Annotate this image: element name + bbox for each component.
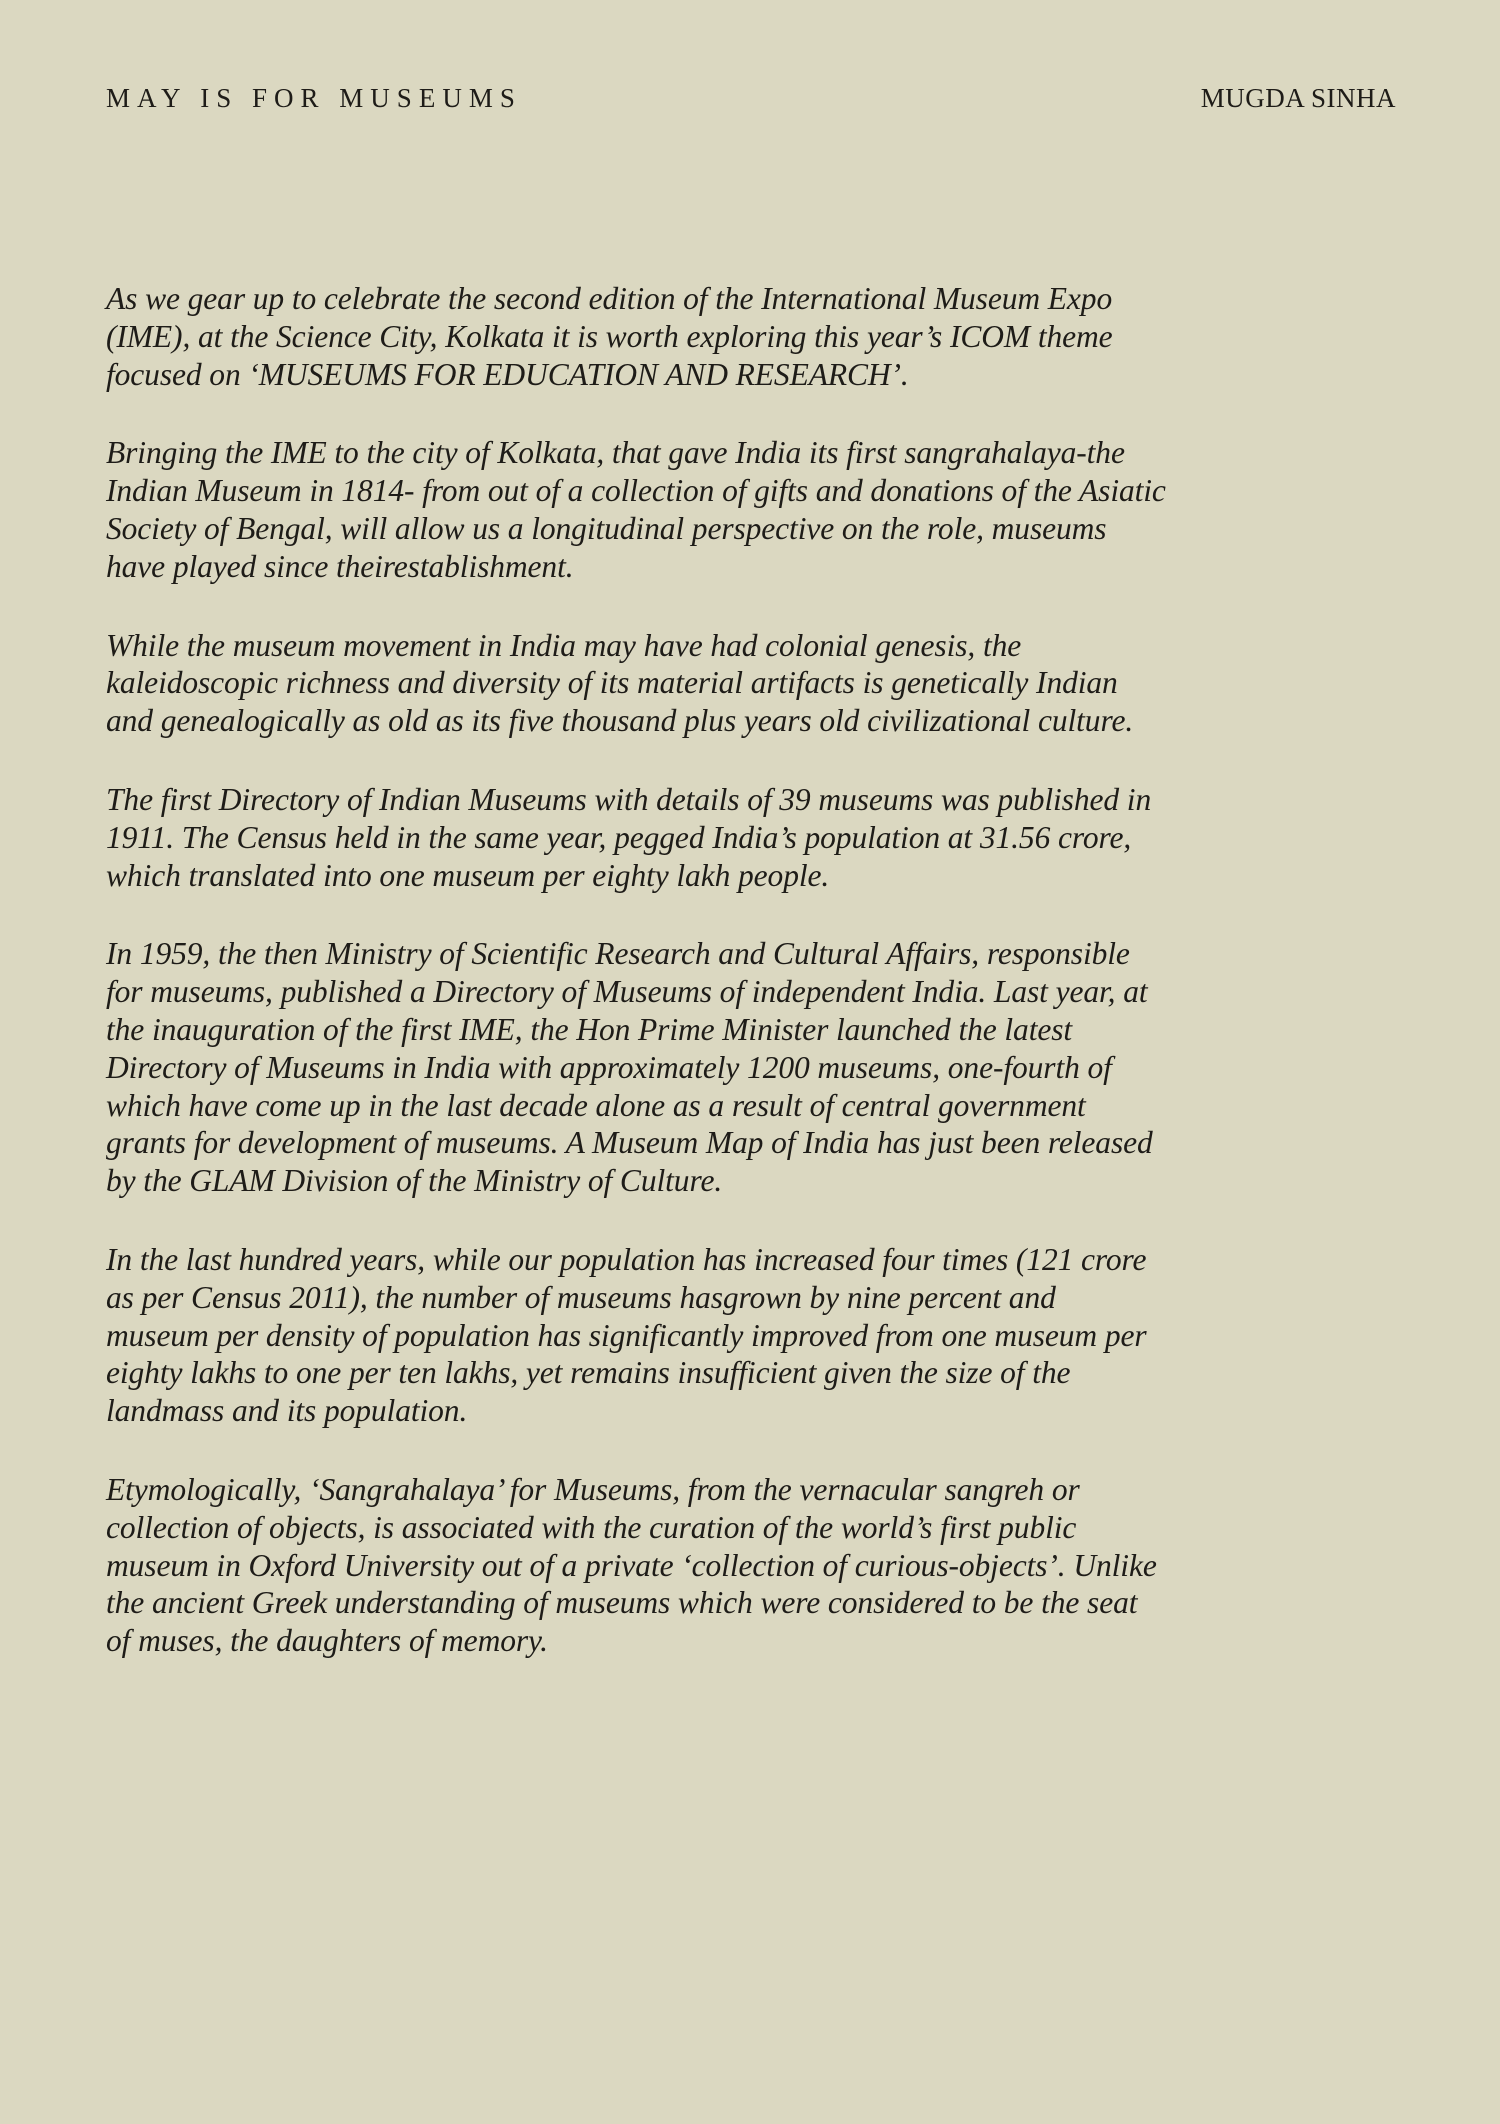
- paragraph-3: While the museum movement in India may have had colonial genesis, the kaleidoscopic richness and diversity of its material artifacts is genetically Indian and genealogically as old as its five thousand plus years old civilizational culture.: [106, 627, 1134, 739]
- paragraph-2: Bringing the IME to the city of Kolkata, that gave India its first sangrahalaya-the Indian Museum in 1814- from out of a collection of gifts and donations of the Asiatic Society of Bengal, will allow us a longitudinal perspective on the role, museums have played since theirestablishment.: [106, 435, 1166, 584]
- paragraph-5: In 1959, the then Ministry of Scientific Research and Cultural Affairs, responsible for museums, published a Directory of Museums of independent India. Last year, at the inauguration of the first IME, the Hon Prime Minister launched the latest Directory of Museums in India with approximately 1200 museums, one-fourth of which have come up in the last decade alone as a result of central government grants for development of museums. A Museum Map of India has just been released by the GLAM Division of the Ministry of Culture.: [106, 936, 1153, 1199]
- page-header: [106, 78, 1396, 118]
- page-title: MAY IS FOR MUSEUMS: [106, 82, 522, 113]
- paragraph-1: As we gear up to celebrate the second edition of the International Museum Expo (IME), at the Science City, Kolkata it is worth exploring this year’s ICOM theme focused on ‘MUSEUMS FOR EDUCATION AND RESEARCH’.: [106, 281, 1113, 392]
- paragraph-6: In the last hundred years, while our population has increased four times (121 crore as per Census 2011), the number of museums hasgrown by nine percent and museum per density of population has significantly improved from one museum per eighty lakhs to one per ten lakhs, yet remains insufficient given the size of the landmass and its population.: [106, 1241, 1147, 1429]
- paragraph-4: The first Directory of Indian Museums with details of 39 museums was published in 1911. The Census held in the same year, pegged India’s population at 31.56 crore, which translated into one museum per eighty lakh people.: [106, 781, 1152, 893]
- author-name: MUGDA SINHA: [1200, 82, 1396, 113]
- article-body: [106, 280, 1166, 1701]
- paragraph-7: Etymologically, ‘Sangrahalaya’ for Museums, from the vernacular sangreh or collection of objects, is associated with the curation of the world’s first public museum in Oxford University out of a private ‘collection of curious-objects’. Unlike the ancient Greek understanding of museums which were considered to be the seat of muses, the daughters of memory.: [106, 1471, 1157, 1659]
